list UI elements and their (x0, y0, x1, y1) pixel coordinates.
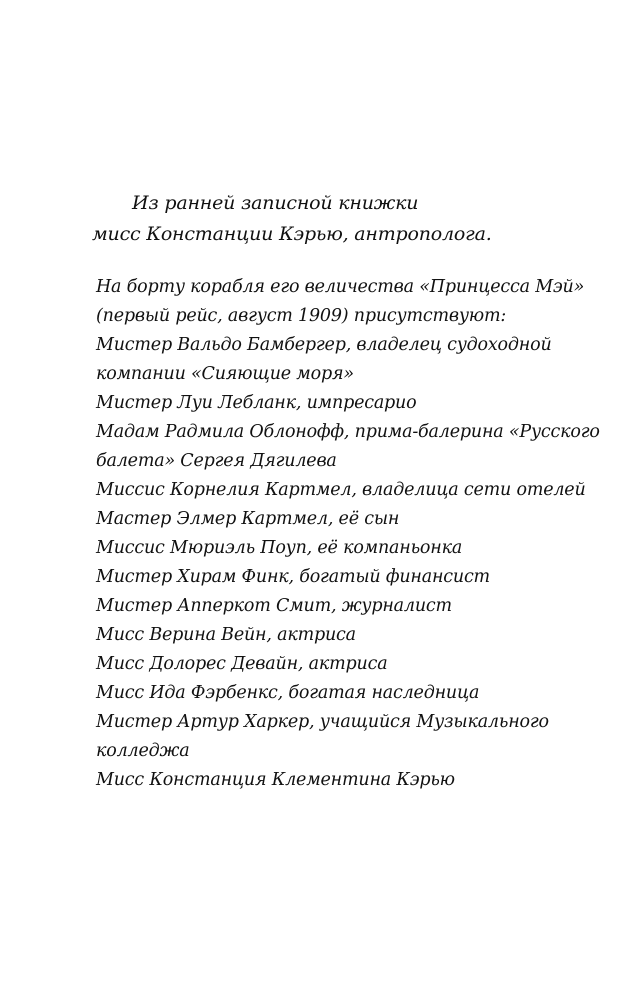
intro-line: (первый рейс, август 1909) присутствуют: (96, 306, 507, 326)
passenger-line: Мистер Вальдо Бамбергер, владелец судоходной (96, 335, 552, 355)
passenger-line: Миссис Корнелия Картмел, владелица сети отелей (96, 480, 586, 500)
passenger-line: Мисс Ида Фэрбенкс, богатая наследница (96, 683, 480, 703)
intro-line: На борту корабля его величества «Принцесса Мэй» (96, 277, 585, 297)
passenger-line: Мистер Апперкот Смит, журналист (96, 596, 452, 616)
passenger-line: балета» Сергея Дягилева (96, 451, 337, 471)
passenger-line: Мистер Хирам Финк, богатый финансист (96, 567, 490, 587)
passenger-line: компании «Сияющие моря» (96, 364, 354, 384)
passenger-line: Мисс Верина Вейн, актриса (96, 625, 356, 645)
heading-line-2: мисс Констанции Кэрью, антрополога. (92, 223, 492, 245)
passenger-line: колледжа (96, 741, 190, 761)
passenger-line: Мистер Артур Харкер, учащийся Музыкального (96, 712, 549, 732)
passenger-line: Миссис Мюриэль Поуп, её компаньонка (96, 538, 463, 558)
heading-line-1: Из ранней записной книжки (132, 192, 419, 214)
passenger-line: Мисс Констанция Клементина Кэрью (96, 770, 455, 790)
passenger-line: Мадам Радмила Облонофф, прима-балерина «Русского (96, 422, 600, 442)
passenger-line: Мистер Луи Лебланк, импресарио (96, 393, 417, 413)
passenger-line: Мисс Долорес Девайн, актриса (96, 654, 388, 674)
passenger-line: Мастер Элмер Картмел, её сын (96, 509, 400, 529)
passenger-list-section (96, 273, 600, 795)
